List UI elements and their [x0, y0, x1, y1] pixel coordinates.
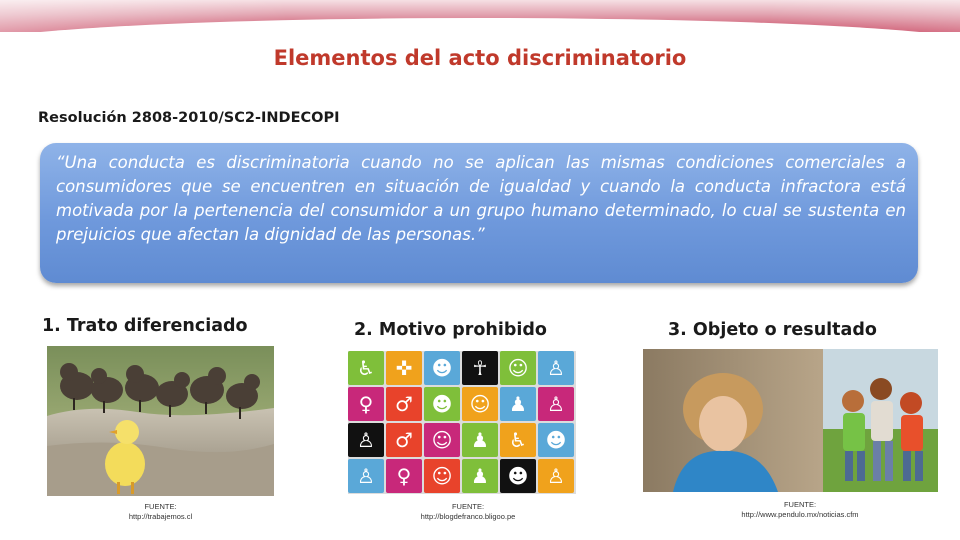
quote-text: “Una conducta es discriminatoria cuando no se aplican las mismas condiciones comerciales a consumidores que se encuentren en situación de igualdad y cuando la conducta infractora está motivada por la pertenencia del consumidor a un grupo humano determinado, lo cual se sustenta en prejuicios que afectan la dignidad de las personas.”: [56, 153, 906, 244]
source-1-label: FUENTE:: [144, 502, 177, 511]
source-3-label: FUENTE:: [783, 500, 817, 509]
heading-trato-diferenciado: 1. Trato diferenciado: [42, 316, 248, 336]
source-2: [348, 502, 588, 522]
source-2-url[interactable]: http://blogdefranco.bligoo.pe: [420, 512, 516, 521]
source-3-url[interactable]: http://www.pendulo.mx/noticias.cfm: [741, 510, 859, 519]
slide-title: Elementos del acto discriminatorio: [273, 46, 687, 70]
children-bullying-photo: [643, 349, 938, 492]
ducklings-photo: [47, 346, 274, 496]
source-1: [47, 502, 274, 522]
pictogram-grid: ♿ ✜ ☻ ☥ ☺ ♙ ♀ ♂ ☻ ☺ ♟ ♙ ♙ ♂ ☺ ♟ ♿ ☻ ♙ ♀ ☺ ♟ ☻ ♙: [348, 351, 576, 494]
resolution-reference: Resolución 2808-2010/SC2-INDECOPI: [38, 110, 340, 126]
source-3: [700, 500, 900, 520]
source-2-label: FUENTE:: [451, 502, 485, 511]
header-band: [0, 0, 960, 32]
heading-motivo-prohibido: 2. Motivo prohibido: [354, 320, 547, 340]
quote-box: [40, 143, 918, 283]
heading-objeto-resultado: 3. Objeto o resultado: [668, 320, 877, 340]
source-1-url[interactable]: http://trabajemos.cl: [128, 512, 193, 521]
